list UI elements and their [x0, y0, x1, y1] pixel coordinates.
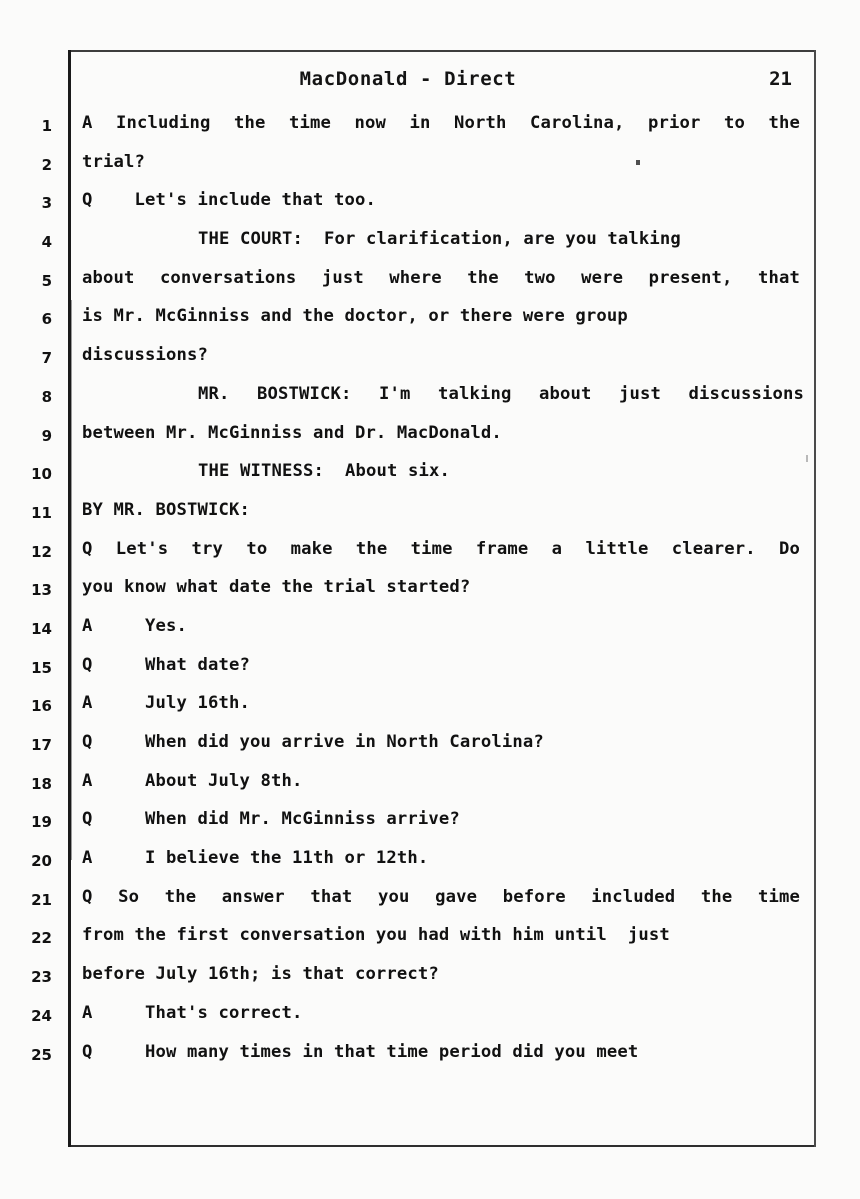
scan-artifact-speck-secondary	[806, 455, 808, 462]
line-text: A That's correct.	[82, 1002, 303, 1023]
line-number: 13	[31, 581, 52, 600]
scan-artifact-speck	[636, 160, 640, 165]
transcript-line	[0, 500, 860, 539]
line-text: from the first conversation you had with him until just	[82, 925, 670, 946]
transcript-line	[0, 925, 860, 964]
line-number: 1	[41, 117, 52, 135]
transcript-line	[0, 461, 860, 500]
line-text: between Mr. McGinniss and Dr. MacDonald.	[82, 422, 502, 443]
line-text: THE WITNESS: About six.	[198, 461, 450, 482]
line-text: Q Let's try to make the time frame a little clearer. Do	[82, 538, 800, 559]
line-number: 3	[41, 194, 52, 213]
line-text: is Mr. McGinniss and the doctor, or there were group	[82, 306, 628, 327]
transcript-line	[0, 306, 860, 345]
line-number: 8	[41, 387, 52, 406]
line-text: Q When did Mr. McGinniss arrive?	[82, 809, 460, 830]
line-number: 2	[41, 155, 52, 174]
transcript-line	[0, 616, 860, 655]
line-text: A July 16th.	[82, 693, 250, 714]
line-number: 9	[41, 426, 52, 445]
transcript-line	[0, 190, 860, 229]
transcript-line	[0, 268, 860, 307]
line-number: 16	[31, 697, 52, 716]
line-number: 10	[31, 465, 52, 484]
line-number: 25	[31, 1045, 52, 1064]
transcript-line	[0, 1042, 860, 1081]
transcript-line	[0, 539, 860, 578]
line-number: 12	[31, 542, 52, 561]
page-number: 21	[769, 68, 792, 90]
line-text: A Including the time now in North Carolina, prior to the	[82, 113, 800, 133]
page-header	[68, 68, 816, 98]
line-number: 19	[31, 813, 52, 832]
line-text: BY MR. BOSTWICK:	[82, 499, 250, 520]
transcript-line	[0, 848, 860, 887]
line-text: trial?	[82, 151, 145, 172]
transcript-line	[0, 655, 860, 694]
line-number: 15	[31, 658, 52, 677]
line-text: Q How many times in that time period did you meet	[82, 1041, 639, 1062]
line-text: A I believe the 11th or 12th.	[82, 848, 429, 869]
transcript-line	[0, 229, 860, 268]
line-number: 14	[31, 619, 52, 638]
transcript-line	[0, 1003, 860, 1042]
line-number: 4	[41, 233, 52, 252]
transcript-line	[0, 345, 860, 384]
line-text: discussions?	[82, 345, 208, 366]
transcript-line	[0, 771, 860, 810]
transcript-line	[0, 964, 860, 1003]
line-text: before July 16th; is that correct?	[82, 964, 439, 985]
line-text: A About July 8th.	[82, 770, 303, 791]
line-number: 18	[31, 774, 52, 793]
line-text: you know what date the trial started?	[82, 577, 471, 598]
line-number: 22	[31, 929, 52, 948]
line-number: 11	[31, 503, 52, 522]
transcript-body	[0, 113, 860, 1080]
transcript-line	[0, 423, 860, 462]
transcript-line	[0, 113, 860, 152]
line-text: Q So the answer that you gave before included the time	[82, 886, 800, 907]
line-text: Q What date?	[82, 654, 250, 675]
line-number: 23	[31, 968, 52, 987]
line-text: MR. BOSTWICK: I'm talking about just discussions	[198, 383, 804, 404]
line-number: 24	[31, 1006, 52, 1025]
line-text: about conversations just where the two were present, that	[82, 267, 800, 288]
transcript-line	[0, 384, 860, 423]
transcript-line	[0, 887, 860, 926]
page-frame-bottom-border	[68, 1145, 816, 1147]
transcript-line	[0, 809, 860, 848]
line-text: Q When did you arrive in North Carolina?	[82, 732, 544, 752]
line-number: 5	[41, 271, 52, 290]
page-title: MacDonald - Direct	[299, 68, 517, 90]
line-text: A Yes.	[82, 615, 187, 636]
transcript-line	[0, 577, 860, 616]
page-frame-top-border	[68, 50, 816, 52]
line-number: 20	[31, 852, 52, 871]
transcript-line	[0, 152, 860, 191]
transcript-line	[0, 732, 860, 771]
transcript-line	[0, 693, 860, 732]
line-text: THE COURT: For clarification, are you talking	[198, 229, 681, 250]
line-text: Q Let's include that too.	[82, 190, 376, 211]
line-number: 7	[41, 349, 52, 368]
line-number: 6	[41, 310, 52, 329]
line-number: 21	[31, 890, 52, 909]
line-number: 17	[31, 736, 52, 754]
